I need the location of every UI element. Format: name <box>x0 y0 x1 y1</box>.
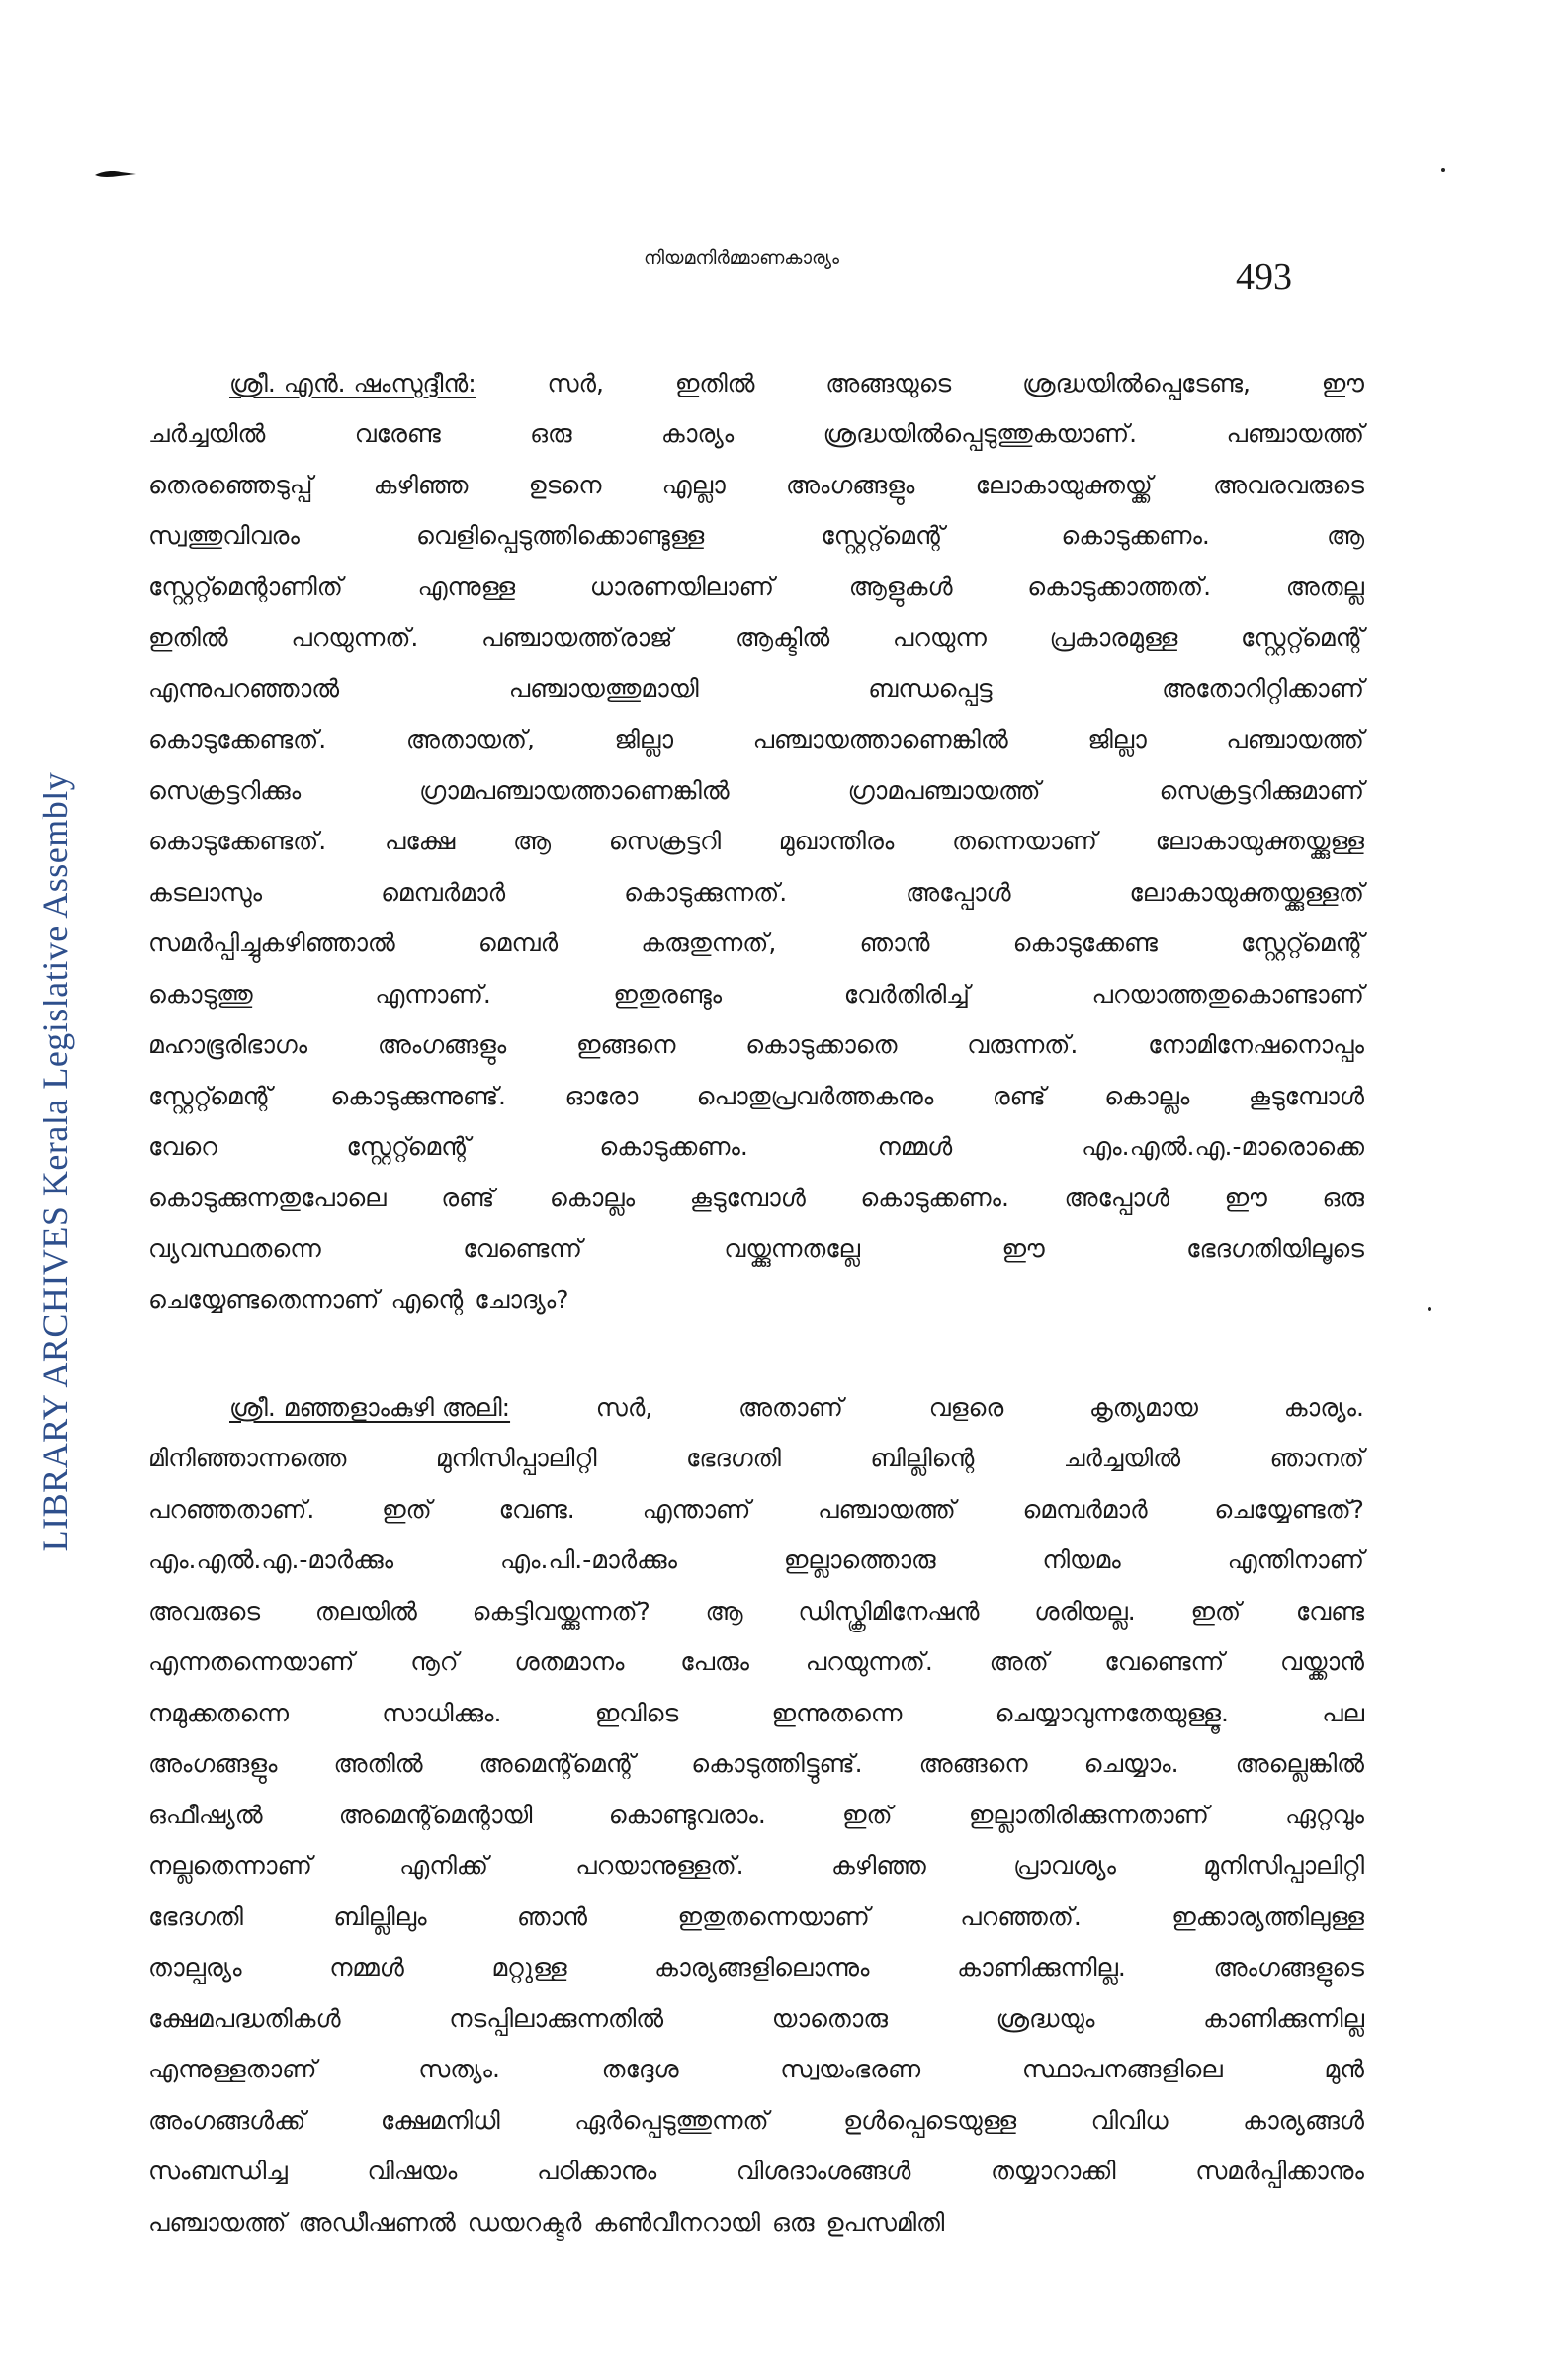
word: കൊടുത്തു <box>148 979 253 1009</box>
word: തന്നെയാണ് <box>952 827 1097 856</box>
word: പേരും <box>680 1647 749 1677</box>
word: കൊടുക്കണം. <box>599 1132 748 1162</box>
word: അങ്ങയുടെ <box>825 368 952 397</box>
word: വരുന്നത്. <box>967 1030 1079 1060</box>
word: ഇത് <box>1190 1596 1242 1626</box>
text-line <box>148 1173 1364 1224</box>
word: ബില്ലിലും <box>333 1901 427 1931</box>
text-line <box>148 1586 1364 1637</box>
word: ഞാനത് <box>1269 1444 1364 1473</box>
word: വേണ്ടെന്ന് <box>1104 1647 1225 1677</box>
word: ചെയ്യാം. <box>1083 1749 1179 1779</box>
word: ബന്ധപ്പെട്ട <box>868 673 993 703</box>
word: കൊടുക്കുന്നുണ്ട്. <box>330 1081 507 1110</box>
word: അംഗങ്ങളും <box>148 1749 278 1779</box>
word: ഇവിടെ <box>594 1698 679 1727</box>
word: കെട്ടിവയ്ക്കുന്നത്? <box>472 1596 650 1626</box>
word: വളരെ <box>928 1392 1004 1422</box>
word: സമർപ്പിച്ചുകഴിഞ്ഞാൽ <box>148 928 395 958</box>
word: കൊണ്ടുവരാം. <box>608 1800 766 1829</box>
word: കൊടുക്കേണ്ടത്. <box>148 827 327 856</box>
word: ഈ <box>1321 368 1364 397</box>
text-line <box>148 1536 1364 1587</box>
word: സംബന്ധിച്ച <box>148 2157 288 2186</box>
word: എം.പി.-മാർക്കും <box>499 1545 677 1575</box>
text-line <box>148 1739 1364 1791</box>
word: ഏർപ്പെടുത്തുന്നത് <box>574 2105 769 2135</box>
word: ശ്രദ്ധയിൽപ്പെടേണ്ട, <box>1022 368 1251 397</box>
text-line <box>148 1790 1364 1841</box>
word: അതായത്, <box>405 725 535 754</box>
text-line <box>148 715 1364 766</box>
word: ആക്ടിൽ <box>736 623 830 653</box>
word: നമ്മൾ <box>329 1953 404 1983</box>
text-line <box>148 358 1364 409</box>
word: പറഞ്ഞതാണ്. <box>148 1494 315 1524</box>
word: അമെന്റ്മെന്റായി <box>338 1800 533 1829</box>
word: നമുക്കതന്നെ <box>148 1698 289 1727</box>
word: ഇല്ലാത്തൊരു <box>783 1545 936 1575</box>
word: തദ്ദേശ <box>601 2055 679 2084</box>
word: വ്യവസ്ഥതന്നെ <box>148 1234 321 1264</box>
word: ഡിസ്ക്രിമിനേഷൻ <box>798 1596 980 1626</box>
word: എന്തിനാണ് <box>1227 1545 1364 1575</box>
word: സത്യം. <box>418 2055 500 2084</box>
word: എല്ലാ <box>661 470 726 499</box>
word: സർ, <box>547 368 604 397</box>
text-line <box>148 2095 1364 2147</box>
word: സ്റ്റേറ്റ്മെന്റ് <box>1240 928 1364 958</box>
text-line <box>148 2147 1364 2198</box>
word: അതോറിറ്റിക്കാണ് <box>1162 673 1364 703</box>
word: കൂടുമ്പോൾ <box>689 1183 806 1212</box>
text-line <box>148 1943 1364 1994</box>
word: പറയാത്തതുകൊണ്ടാണ് <box>1091 979 1364 1009</box>
word: ശ്രദ്ധയിൽപ്പെടുത്തുകയാണ്. <box>823 419 1138 449</box>
word: എനിക്ക് <box>399 1851 488 1881</box>
word: കാര്യം. <box>1283 1392 1364 1422</box>
word: അമെന്റ്മെന്റ് <box>478 1749 636 1779</box>
word: കാര്യം <box>660 419 735 449</box>
word: പറയുന്ന <box>892 623 987 653</box>
word: തെരഞ്ഞെടുപ്പ് <box>148 470 313 499</box>
word: കരുതുന്നത്, <box>641 928 777 958</box>
text-line <box>148 1637 1364 1689</box>
word: അതല്ല <box>1285 572 1364 601</box>
word: എം.എൽ.എ.-മാരൊക്കെ <box>1082 1132 1364 1162</box>
word: പഞ്ചായത്ത് <box>1226 419 1364 449</box>
word: പക്ഷേ <box>384 827 456 856</box>
speaker-name: ശ്രീ. എൻ. ഷംസുദ്ദീൻ: <box>229 368 476 397</box>
word: കഴിഞ്ഞ <box>830 1851 926 1881</box>
speaker-name: ശ്രീ. മഞ്ഞളാംകുഴി അലി: <box>229 1392 511 1422</box>
word: കാര്യങ്ങളിലൊന്നും <box>654 1953 870 1983</box>
word: പഞ്ചായത്ത് <box>148 2207 287 2237</box>
word: ക്ഷേമപദ്ധതികൾ <box>148 2003 341 2033</box>
word: നമ്മൾ <box>877 1132 953 1162</box>
word: അത് <box>989 1647 1049 1677</box>
word: പറഞ്ഞത്. <box>960 1901 1082 1931</box>
word: മെമ്പർമാർ <box>1022 1494 1148 1524</box>
word: കൊടുക്കേണ്ടത്. <box>148 725 327 754</box>
word: ഞാൻ <box>516 1901 588 1931</box>
word: അല്ലെങ്കിൽ <box>1235 1749 1364 1779</box>
word: പഠിക്കാനും <box>537 2157 657 2186</box>
text-line <box>148 1224 1364 1276</box>
word: മെമ്പർമാർ <box>381 877 506 907</box>
word: ഗ്രാമപഞ്ചായത്താണെങ്കിൽ <box>419 775 730 805</box>
word: അംഗങ്ങളും <box>377 1030 507 1060</box>
word: വേണ്ട <box>1295 1596 1364 1626</box>
word: അവരവരുടെ <box>1212 470 1364 499</box>
word: പൊതുപ്രവർത്തകനും <box>696 1081 934 1110</box>
word: അങ്ങനെ <box>918 1749 1028 1779</box>
word: മുനിസിപ്പാലിറ്റി <box>435 1444 597 1473</box>
word: നടപ്പിലാക്കുന്നതിൽ <box>449 2003 664 2033</box>
running-title: നിയമനിർമ്മാണകാര്യം <box>644 247 839 269</box>
text-line <box>148 663 1364 715</box>
word: സ്റ്റേറ്റ്മെന്റ് <box>821 521 945 551</box>
word: അഡീഷണൽ <box>298 2207 456 2237</box>
word: വേണ്ട. <box>498 1494 575 1524</box>
text-line <box>148 1071 1364 1122</box>
word: ഉൾപ്പെടെയുള്ള <box>843 2105 1017 2135</box>
word: അപ്പോൾ <box>906 877 1011 907</box>
word: സ്വത്തുവിവരം <box>148 521 300 551</box>
word: തലയിൽ <box>314 1596 417 1626</box>
ink-speck <box>1428 1307 1431 1311</box>
word: പഞ്ചായത്ത് <box>1226 725 1364 754</box>
word: പഞ്ചായത്ത്‌രാജ് <box>481 623 673 653</box>
text-line <box>148 409 1364 461</box>
word: മറ്റുള്ള <box>491 1953 567 1983</box>
text-line <box>148 1020 1364 1072</box>
word: വരേണ്ട <box>354 419 441 449</box>
word: പറയാനുള്ളത്. <box>575 1851 744 1881</box>
text-line <box>148 562 1364 613</box>
text-line <box>148 613 1364 664</box>
word: ചർച്ചയിൽ <box>1063 1444 1181 1473</box>
word: വയ്ക്കുന്നതല്ലേ <box>724 1234 861 1264</box>
word: കൃത്യമായ <box>1089 1392 1198 1422</box>
word: കാര്യങ്ങൾ <box>1243 2105 1364 2135</box>
word: സ്റ്റേറ്റ്മെന്റാണിത് <box>148 572 343 601</box>
word: സ്വയംഭരണ <box>780 2055 921 2084</box>
word: ഒരു <box>772 2207 815 2237</box>
word: വെളിപ്പെടുത്തിക്കൊണ്ടുള്ള <box>416 521 705 551</box>
text-line <box>148 2045 1364 2096</box>
text-line <box>148 1892 1364 1943</box>
word: താല്പര്യം <box>148 1953 242 1983</box>
word: സമർപ്പിക്കാനും <box>1195 2157 1364 2186</box>
word: ഉടനെ <box>528 470 602 499</box>
word: കൊടുക്കണം. <box>860 1183 1009 1212</box>
word: മെമ്പർ <box>477 928 559 958</box>
word: ക്ഷേമനിധി <box>380 2105 500 2135</box>
word: ഡയറക്ടർ <box>467 2207 582 2237</box>
word: സ്റ്റേറ്റ്മെന്റ് <box>1241 623 1364 653</box>
word: ആ <box>705 1596 743 1626</box>
word: വിഷയം <box>367 2157 458 2186</box>
word: കാണിക്കുന്നില്ല. <box>957 1953 1126 1983</box>
word: ഇക്കാര്യത്തിലുള്ള <box>1171 1901 1364 1931</box>
text-line <box>148 969 1364 1020</box>
word: കൊടുക്കേണ്ട <box>1012 928 1158 958</box>
word: ഒഫീഷ്യൽ <box>148 1800 263 1829</box>
text-line <box>148 460 1364 511</box>
word: ഞാൻ <box>859 928 930 958</box>
word: ലോകായുക്തയ്ക്കുള്ള <box>1155 827 1364 856</box>
word: ഭേദഗതി <box>685 1444 781 1473</box>
word: സെക്രട്ടറി <box>608 827 722 856</box>
word: കൊടുക്കാത്തത്. <box>1027 572 1212 601</box>
word: മുനിസിപ്പാലിറ്റി <box>1203 1851 1364 1881</box>
word: ചെയ്യേണ്ടത്? <box>1214 1494 1364 1524</box>
text-line <box>148 2197 1364 2248</box>
word: കൊടുക്കണം. <box>1061 521 1210 551</box>
word: ചെയ്യാവുന്നതേയുള്ളൂ. <box>995 1698 1229 1727</box>
word: പ്രാവശ്യം <box>1013 1851 1116 1881</box>
word: കൂടുമ്പോൾ <box>1248 1081 1364 1110</box>
word: ഇന്നുതന്നെ <box>771 1698 903 1727</box>
word: ജില്ലാ <box>614 725 674 754</box>
word: ശതമാനം <box>514 1647 625 1677</box>
word: അതിൽ <box>333 1749 423 1779</box>
word: പല <box>1322 1698 1364 1727</box>
word: അംഗങ്ങൾക്ക് <box>148 2105 306 2135</box>
word: ഈ <box>1001 1234 1045 1264</box>
word: ഭേദഗതിയിലൂടെ <box>1186 1234 1364 1264</box>
word: പറയുന്നത്. <box>805 1647 933 1677</box>
word: കൊടുക്കുന്നതുപോലെ <box>148 1183 387 1212</box>
archive-watermark: LIBRARY ARCHIVES Kerala Legislative Assembly <box>36 771 75 1552</box>
word: വേണ്ടെന്ന് <box>463 1234 582 1264</box>
word: ധാരണയിലാണ് <box>589 572 775 601</box>
word: ഓരോ <box>564 1081 639 1110</box>
word: രണ്ട് <box>992 1081 1046 1110</box>
word: കൊല്ലം <box>1104 1081 1190 1110</box>
paragraph <box>148 1382 1364 2248</box>
word: സ്റ്റേറ്റ്മെന്റ് <box>346 1132 471 1162</box>
text-line <box>148 1688 1364 1739</box>
word: എന്താണ് <box>642 1494 751 1524</box>
word: ഇല്ലാതിരിക്കുന്നതാണ് <box>968 1800 1209 1829</box>
word: എന്നുള്ള <box>417 572 516 601</box>
word: പഞ്ചായത്ത് <box>818 1494 956 1524</box>
word: എം.എൽ.എ.-മാർക്കും <box>148 1545 394 1575</box>
word: മുഖാന്തിരം <box>778 827 895 856</box>
word: വിശദാംശങ്ങൾ <box>736 2157 911 2186</box>
word: പ്രകാരമുള്ള <box>1049 623 1178 653</box>
word: എന്നുള്ളതാണ് <box>148 2055 317 2084</box>
word: സാധിക്കും. <box>382 1698 502 1727</box>
word: മുൻ <box>1324 2055 1364 2084</box>
word: കാണിക്കുന്നില്ല <box>1203 2003 1364 2033</box>
word: ഇത് <box>382 1494 432 1524</box>
word: കൊടുക്കാതെ <box>745 1030 898 1060</box>
word: യാതൊരു <box>771 2003 888 2033</box>
word: ലോകായുക്തയ്ക്ക് <box>975 470 1153 499</box>
word: ഇത് <box>842 1800 893 1829</box>
word: മിനിഞ്ഞാന്നത്തെ <box>148 1444 347 1473</box>
word: ഒരു <box>1322 1183 1364 1212</box>
word: സർ, <box>595 1392 653 1422</box>
word: ആ <box>512 827 552 856</box>
word: നൂറ് <box>410 1647 459 1677</box>
word: അതാണ് <box>738 1392 843 1422</box>
word: ഇങ്ങനെ <box>576 1030 676 1060</box>
word: അപ്പോൾ <box>1064 1183 1170 1212</box>
word: സ്റ്റേറ്റ്മെന്റ് <box>148 1081 272 1110</box>
word: വേറെ <box>148 1132 217 1162</box>
word: ചെയ്യേണ്ടതെന്നാണ് <box>148 1284 380 1314</box>
word: ലോകായുക്തയ്ക്കുള്ളത് <box>1129 877 1364 907</box>
word: ബില്ലിന്റെ <box>870 1444 975 1473</box>
word: ഇതുതന്നെയാണ് <box>677 1901 870 1931</box>
ink-mark <box>95 168 136 180</box>
word: എന്നാണ്. <box>375 979 491 1009</box>
text-line <box>148 1275 1364 1326</box>
word: വയ്ക്കാൻ <box>1279 1647 1364 1677</box>
word: വിവിധ <box>1090 2105 1169 2135</box>
word: അംഗങ്ങളും <box>785 470 915 499</box>
word: തയ്യാറാക്കി <box>991 2157 1116 2186</box>
word: ഇതുരണ്ടും <box>613 979 723 1009</box>
text-line <box>148 1382 1364 1434</box>
word: കൺവീനറായി <box>593 2207 761 2237</box>
word: ചോദ്യം? <box>475 1284 569 1314</box>
text-line <box>148 919 1364 970</box>
word: പറയുന്നത്. <box>291 623 419 653</box>
word: നിയമം <box>1042 1545 1121 1575</box>
word: രണ്ട് <box>441 1183 495 1212</box>
word: സെക്രട്ടറിക്കുമാണ് <box>1159 775 1364 805</box>
word: ജില്ലാ <box>1087 725 1147 754</box>
word: നോമിനേഷനൊപ്പം <box>1148 1030 1364 1060</box>
word: ഗ്രാമപഞ്ചായത്ത് <box>847 775 1041 805</box>
word: കഴിഞ്ഞ <box>373 470 469 499</box>
word: പഞ്ചായത്തുമായി <box>508 673 699 703</box>
paragraph <box>148 358 1364 1326</box>
word: ചർച്ചയിൽ <box>148 419 266 449</box>
word: എന്നതന്നെയാണ് <box>148 1647 355 1677</box>
word: ഈ <box>1224 1183 1267 1212</box>
word: നല്ലതെന്നാണ് <box>148 1851 312 1881</box>
word: കടലാസും <box>148 877 263 907</box>
word: കൊടുക്കുന്നത്. <box>624 877 788 907</box>
word: അംഗങ്ങളുടെ <box>1213 1953 1364 1983</box>
word: ശ്രദ്ധയും <box>996 2003 1095 2033</box>
text-line <box>148 1841 1364 1893</box>
text-line <box>148 867 1364 919</box>
word: ആളുകൾ <box>848 572 953 601</box>
ink-speck <box>1441 168 1445 172</box>
word: സെക്രട്ടറിക്കും <box>148 775 302 805</box>
text-line <box>148 765 1364 817</box>
word: മഹാഭൂരിഭാഗം <box>148 1030 308 1060</box>
word: കൊല്ലം <box>549 1183 636 1212</box>
word: ശരിയല്ല. <box>1034 1596 1136 1626</box>
word: അവരുടെ <box>148 1596 261 1626</box>
word: കൊടുത്തിട്ടുണ്ട്. <box>691 1749 863 1779</box>
word: എന്നുപറഞ്ഞാൽ <box>148 673 340 703</box>
text-line <box>148 817 1364 868</box>
text-line <box>148 511 1364 563</box>
word: ഇതിൽ <box>674 368 755 397</box>
word: ഏറ്റവും <box>1285 1800 1364 1829</box>
word: ഉപസമിതി <box>825 2207 945 2237</box>
word: ഇതിൽ <box>148 623 228 653</box>
text-line <box>148 1484 1364 1536</box>
word: എന്റെ <box>390 1284 464 1314</box>
text-line <box>148 1434 1364 1485</box>
word: ആ <box>1326 521 1364 551</box>
word: ഒരു <box>530 419 572 449</box>
text-line <box>148 1993 1364 2045</box>
word: സ്ഥാപനങ്ങളിലെ <box>1021 2055 1223 2084</box>
page-number: 493 <box>1236 256 1292 298</box>
word: പഞ്ചായത്താണെങ്കിൽ <box>752 725 1008 754</box>
word: വേർതിരിച്ച് <box>843 979 970 1009</box>
word: ഭേദഗതി <box>148 1901 243 1931</box>
text-line <box>148 1122 1364 1174</box>
